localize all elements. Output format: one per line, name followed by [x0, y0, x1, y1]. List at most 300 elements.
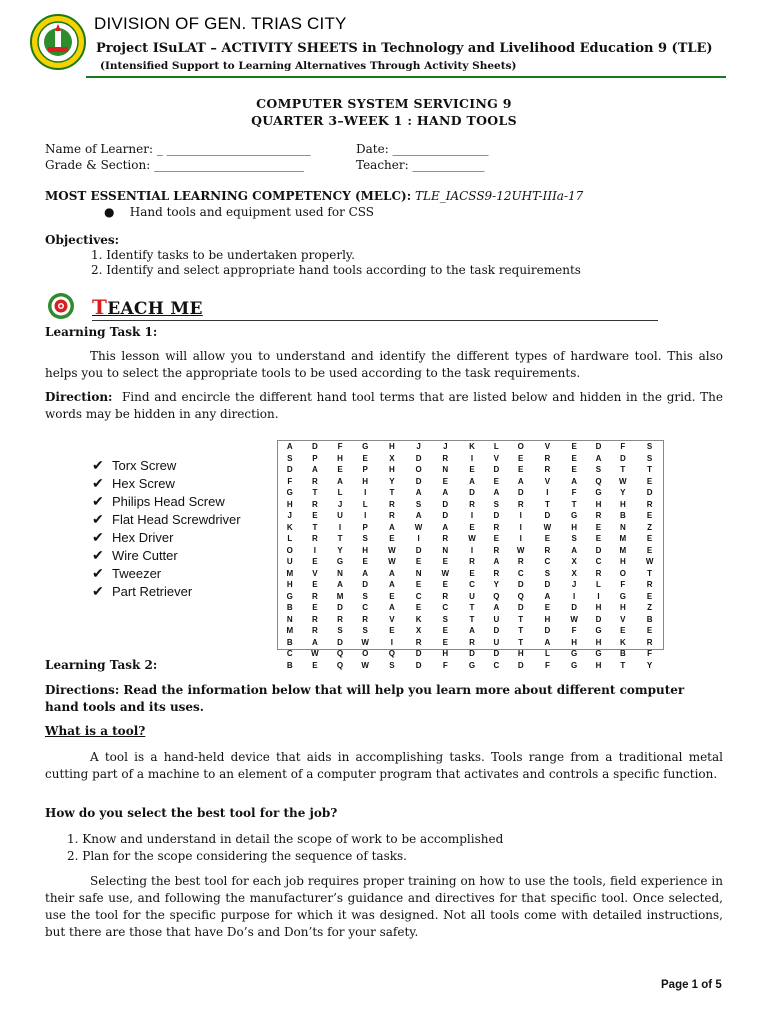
grid-letter[interactable]: L [544, 649, 550, 659]
grid-letter[interactable]: E [544, 534, 551, 544]
grid-letter[interactable]: H [286, 580, 293, 590]
grid-letter[interactable]: B [619, 649, 626, 659]
grid-letter[interactable]: S [646, 442, 653, 452]
grid-letter[interactable]: T [647, 465, 653, 475]
grid-letter[interactable]: Q [336, 660, 344, 670]
grid-letter[interactable]: D [493, 511, 500, 521]
grid-letter[interactable]: F [647, 649, 653, 659]
grid-letter[interactable]: A [544, 591, 551, 601]
grid-letter[interactable]: W [570, 614, 578, 624]
grid-letter[interactable]: H [544, 614, 551, 624]
grid-letter[interactable]: R [388, 499, 395, 509]
grid-letter[interactable]: Q [595, 476, 602, 486]
grid-letter[interactable]: D [337, 637, 343, 647]
grid-letter[interactable]: V [312, 568, 318, 578]
grid-letter[interactable]: H [595, 660, 602, 670]
grid-letter[interactable]: E [646, 476, 653, 486]
grid-letter[interactable]: I [597, 591, 600, 601]
grid-letter[interactable]: R [646, 580, 653, 590]
grid-letter[interactable]: G [362, 442, 369, 452]
grid-letter[interactable]: A [469, 626, 475, 636]
grid-letter[interactable]: E [362, 557, 368, 567]
grid-letter[interactable]: R [517, 557, 524, 567]
grid-letter[interactable]: R [312, 534, 318, 544]
grid-letter[interactable]: W [311, 649, 319, 659]
grid-letter[interactable]: B [286, 637, 293, 647]
grid-letter[interactable]: M [286, 626, 294, 636]
grid-letter[interactable]: I [470, 545, 474, 555]
grid-letter[interactable]: R [646, 499, 653, 509]
grid-letter[interactable]: E [389, 591, 395, 601]
grid-letter[interactable]: E [312, 557, 318, 567]
grid-letter[interactable]: C [415, 591, 422, 601]
grid-letter[interactable]: C [595, 557, 602, 567]
grid-letter[interactable]: D [544, 511, 551, 521]
grid-letter[interactable]: B [286, 603, 293, 613]
grid-letter[interactable]: G [468, 660, 476, 670]
grid-letter[interactable]: Y [493, 580, 500, 590]
grid-letter[interactable]: T [620, 660, 626, 670]
grid-letter[interactable]: E [518, 465, 524, 475]
grid-letter[interactable]: R [544, 453, 551, 463]
grid-letter[interactable]: E [442, 637, 448, 647]
grid-letter[interactable]: U [337, 511, 343, 521]
grid-letter[interactable]: P [362, 522, 368, 532]
grid-letter[interactable]: C [286, 649, 293, 659]
grid-letter[interactable]: W [468, 534, 476, 544]
grid-letter[interactable]: G [286, 488, 293, 498]
grid-letter[interactable]: S [362, 591, 368, 601]
grid-letter[interactable]: S [362, 534, 368, 544]
grid-letter[interactable]: R [312, 626, 318, 636]
grid-letter[interactable]: D [517, 660, 524, 670]
grid-letter[interactable]: L [493, 442, 499, 452]
grid-letter[interactable]: R [493, 568, 500, 578]
grid-letter[interactable]: A [442, 522, 449, 532]
grid-letter[interactable]: M [286, 568, 294, 578]
grid-letter[interactable]: A [388, 568, 395, 578]
grid-letter[interactable]: D [517, 580, 524, 590]
grid-letter[interactable]: T [620, 465, 626, 475]
grid-letter[interactable]: A [415, 488, 422, 498]
grid-letter[interactable]: E [312, 660, 318, 670]
grid-letter[interactable]: X [415, 626, 422, 636]
grid-letter[interactable]: H [388, 465, 395, 475]
grid-letter[interactable]: A [388, 522, 395, 532]
grid-letter[interactable]: C [362, 603, 369, 613]
grid-letter[interactable]: F [442, 660, 448, 670]
grid-letter[interactable]: F [571, 626, 577, 636]
grid-letter[interactable]: B [286, 660, 293, 670]
grid-letter[interactable]: T [518, 626, 524, 636]
grid-letter[interactable]: D [469, 488, 475, 498]
grid-letter[interactable]: S [595, 465, 602, 475]
grid-letter[interactable]: S [362, 626, 368, 636]
grid-letter[interactable]: E [571, 453, 577, 463]
grid-letter[interactable]: F [544, 660, 550, 670]
grid-letter[interactable]: R [469, 637, 475, 647]
grid-letter[interactable]: V [389, 614, 395, 624]
grid-letter[interactable]: G [595, 649, 602, 659]
grid-letter[interactable]: D [517, 603, 524, 613]
grid-letter[interactable]: S [415, 499, 422, 509]
grid-letter[interactable]: A [544, 637, 551, 647]
grid-letter[interactable]: D [415, 649, 422, 659]
grid-letter[interactable]: J [337, 499, 343, 509]
grid-letter[interactable]: B [619, 511, 626, 521]
grid-letter[interactable]: S [337, 626, 343, 636]
grid-letter[interactable]: V [544, 442, 551, 452]
grid-letter[interactable]: R [595, 568, 602, 578]
grid-letter[interactable]: Y [337, 545, 343, 555]
grid-letter[interactable]: I [519, 534, 522, 544]
grid-letter[interactable]: T [544, 499, 550, 509]
grid-letter[interactable]: R [469, 557, 475, 567]
grid-letter[interactable]: S [571, 534, 577, 544]
grid-letter[interactable]: T [337, 534, 343, 544]
grid-letter[interactable]: D [544, 580, 551, 590]
grid-letter[interactable]: D [517, 488, 524, 498]
grid-letter[interactable]: A [312, 637, 318, 647]
grid-letter[interactable]: F [620, 580, 626, 590]
grid-letter[interactable]: E [620, 626, 626, 636]
grid-letter[interactable]: E [571, 465, 577, 475]
grid-letter[interactable]: E [415, 603, 422, 613]
grid-letter[interactable]: A [388, 603, 395, 613]
grid-letter[interactable]: R [312, 614, 318, 624]
grid-letter[interactable]: X [389, 453, 395, 463]
grid-letter[interactable]: D [337, 603, 343, 613]
grid-letter[interactable]: O [415, 465, 422, 475]
grid-letter[interactable]: R [517, 499, 524, 509]
grid-letter[interactable]: Z [647, 603, 653, 613]
grid-letter[interactable]: W [619, 476, 627, 486]
grid-letter[interactable]: G [595, 626, 602, 636]
grid-letter[interactable]: H [362, 545, 369, 555]
grid-letter[interactable]: I [470, 511, 474, 521]
grid-letter[interactable]: B [646, 614, 653, 624]
grid-letter[interactable]: W [388, 545, 396, 555]
grid-letter[interactable]: R [442, 534, 449, 544]
grid-letter[interactable]: H [571, 522, 577, 532]
grid-letter[interactable]: D [595, 545, 602, 555]
grid-letter[interactable]: D [415, 660, 422, 670]
grid-letter[interactable]: F [287, 476, 293, 486]
grid-letter[interactable]: A [337, 580, 343, 590]
grid-letter[interactable]: H [595, 603, 602, 613]
grid-letter[interactable]: K [469, 442, 475, 452]
grid-letter[interactable]: S [389, 660, 395, 670]
grid-letter[interactable]: T [647, 568, 653, 578]
grid-letter[interactable]: J [443, 442, 448, 452]
grid-letter[interactable]: E [442, 580, 448, 590]
grid-letter[interactable]: K [286, 522, 293, 532]
grid-letter[interactable]: I [470, 453, 474, 463]
grid-letter[interactable]: A [337, 476, 343, 486]
grid-letter[interactable]: D [442, 511, 449, 521]
grid-letter[interactable]: T [312, 488, 318, 498]
grid-letter[interactable]: R [493, 522, 500, 532]
grid-letter[interactable]: L [287, 534, 293, 544]
grid-letter[interactable]: N [286, 614, 293, 624]
grid-letter[interactable]: D [469, 649, 475, 659]
grid-letter[interactable]: A [517, 476, 524, 486]
grid-letter[interactable]: W [543, 522, 552, 532]
grid-letter[interactable]: S [544, 568, 551, 578]
grid-letter[interactable]: S [646, 453, 653, 463]
grid-letter[interactable]: C [517, 568, 524, 578]
grid-letter[interactable]: L [337, 488, 343, 498]
grid-letter[interactable]: E [493, 534, 500, 544]
grid-letter[interactable]: I [338, 522, 342, 532]
grid-letter[interactable]: A [442, 488, 449, 498]
grid-letter[interactable]: Z [647, 522, 653, 532]
grid-letter[interactable]: E [571, 442, 577, 452]
grid-letter[interactable]: E [646, 534, 653, 544]
grid-letter[interactable]: N [337, 568, 343, 578]
grid-letter[interactable]: E [518, 453, 524, 463]
grid-letter[interactable]: D [595, 442, 602, 452]
grid-letter[interactable]: L [362, 499, 368, 509]
grid-letter[interactable]: A [493, 603, 500, 613]
grid-letter[interactable]: E [362, 453, 368, 463]
grid-letter[interactable]: A [362, 568, 369, 578]
grid-letter[interactable]: R [415, 637, 422, 647]
grid-letter[interactable]: A [469, 476, 475, 486]
grid-letter[interactable]: T [518, 614, 524, 624]
grid-letter[interactable]: R [544, 465, 551, 475]
grid-letter[interactable]: H [619, 499, 626, 509]
grid-letter[interactable]: M [619, 534, 627, 544]
grid-letter[interactable]: T [469, 603, 475, 613]
grid-letter[interactable]: E [646, 545, 653, 555]
grid-letter[interactable]: R [595, 511, 602, 521]
grid-letter[interactable]: H [619, 557, 626, 567]
grid-letter[interactable]: N [619, 522, 626, 532]
grid-letter[interactable]: T [571, 499, 577, 509]
grid-letter[interactable]: H [595, 637, 602, 647]
grid-letter[interactable]: T [469, 614, 475, 624]
grid-letter[interactable]: G [286, 591, 293, 601]
grid-letter[interactable]: I [417, 534, 420, 544]
grid-letter[interactable]: W [414, 522, 423, 532]
grid-letter[interactable]: E [312, 603, 318, 613]
grid-letter[interactable]: L [596, 580, 601, 590]
grid-letter[interactable]: P [312, 453, 318, 463]
grid-letter[interactable]: R [337, 614, 343, 624]
grid-letter[interactable]: H [571, 637, 577, 647]
grid-letter[interactable]: W [516, 545, 525, 555]
grid-letter[interactable]: I [519, 511, 522, 521]
grid-letter[interactable]: A [415, 511, 422, 521]
grid-letter[interactable]: E [337, 465, 343, 475]
grid-letter[interactable]: A [571, 476, 577, 486]
grid-letter[interactable]: W [361, 637, 369, 647]
grid-letter[interactable]: E [544, 603, 551, 613]
grid-letter[interactable]: T [312, 522, 318, 532]
grid-letter[interactable]: I [313, 545, 317, 555]
grid-letter[interactable]: R [312, 591, 318, 601]
grid-letter[interactable]: V [544, 476, 551, 486]
grid-letter[interactable]: A [493, 557, 500, 567]
grid-letter[interactable]: D [619, 453, 626, 463]
grid-letter[interactable]: E [415, 557, 422, 567]
grid-letter[interactable]: D [544, 626, 551, 636]
grid-letter[interactable]: R [646, 637, 653, 647]
grid-letter[interactable]: D [442, 499, 449, 509]
grid-letter[interactable]: A [286, 442, 293, 452]
grid-letter[interactable]: V [493, 453, 500, 463]
grid-letter[interactable]: V [620, 614, 626, 624]
grid-letter[interactable]: U [469, 591, 475, 601]
grid-letter[interactable]: I [573, 591, 576, 601]
grid-letter[interactable]: P [362, 465, 368, 475]
grid-letter[interactable]: Q [336, 649, 344, 659]
grid-letter[interactable]: H [619, 603, 626, 613]
grid-letter[interactable]: D [362, 580, 369, 590]
grid-letter[interactable]: F [620, 442, 626, 452]
grid-letter[interactable]: O [517, 442, 524, 452]
grid-letter[interactable]: D [493, 465, 500, 475]
grid-letter[interactable]: R [312, 476, 318, 486]
grid-letter[interactable]: E [389, 626, 395, 636]
grid-letter[interactable]: H [286, 499, 293, 509]
grid-letter[interactable]: C [469, 580, 475, 590]
grid-letter[interactable]: E [646, 626, 653, 636]
grid-letter[interactable]: M [336, 591, 344, 601]
grid-letter[interactable]: K [619, 637, 626, 647]
grid-letter[interactable]: I [519, 522, 522, 532]
grid-letter[interactable]: A [312, 465, 318, 475]
grid-letter[interactable]: E [442, 476, 448, 486]
grid-letter[interactable]: D [415, 545, 422, 555]
grid-letter[interactable]: I [364, 488, 367, 498]
grid-letter[interactable]: R [493, 545, 500, 555]
grid-letter[interactable]: E [469, 465, 475, 475]
grid-letter[interactable]: S [287, 453, 293, 463]
grid-letter[interactable]: H [337, 453, 343, 463]
grid-letter[interactable]: E [415, 580, 422, 590]
grid-letter[interactable]: E [312, 580, 318, 590]
grid-letter[interactable]: Q [493, 591, 500, 601]
grid-letter[interactable]: M [619, 545, 627, 555]
grid-letter[interactable]: E [595, 522, 602, 532]
grid-letter[interactable]: S [493, 499, 500, 509]
grid-letter[interactable]: D [493, 626, 500, 636]
grid-letter[interactable]: O [362, 649, 369, 659]
grid-letter[interactable]: Y [389, 476, 395, 486]
grid-letter[interactable]: J [416, 442, 421, 452]
grid-letter[interactable]: T [518, 637, 524, 647]
grid-letter[interactable]: D [571, 603, 577, 613]
grid-letter[interactable]: W [388, 557, 396, 567]
grid-letter[interactable]: E [595, 534, 602, 544]
grid-letter[interactable]: N [442, 465, 449, 475]
grid-letter[interactable]: X [571, 557, 577, 567]
grid-letter[interactable]: H [595, 499, 602, 509]
grid-letter[interactable]: E [493, 476, 500, 486]
grid-letter[interactable]: G [619, 591, 626, 601]
grid-letter[interactable]: R [544, 545, 551, 555]
grid-letter[interactable]: A [388, 580, 395, 590]
grid-letter[interactable]: H [517, 649, 524, 659]
grid-letter[interactable]: D [312, 442, 318, 452]
grid-letter[interactable]: C [493, 660, 500, 670]
grid-letter[interactable]: K [415, 614, 422, 624]
grid-letter[interactable]: A [493, 488, 500, 498]
grid-letter[interactable]: A [595, 453, 602, 463]
grid-letter[interactable]: N [442, 545, 449, 555]
grid-letter[interactable]: G [336, 557, 344, 567]
grid-letter[interactable]: I [364, 511, 367, 521]
grid-letter[interactable]: E [442, 557, 448, 567]
grid-letter[interactable]: W [441, 568, 450, 578]
grid-letter[interactable]: R [442, 591, 449, 601]
grid-letter[interactable]: H [442, 649, 449, 659]
grid-letter[interactable]: G [571, 649, 578, 659]
grid-letter[interactable]: E [469, 568, 475, 578]
grid-letter[interactable]: Y [620, 488, 626, 498]
grid-letter[interactable]: G [595, 488, 602, 498]
grid-letter[interactable]: G [571, 511, 578, 521]
grid-letter[interactable]: E [389, 534, 395, 544]
grid-letter[interactable]: D [415, 453, 422, 463]
grid-letter[interactable]: A [571, 545, 577, 555]
grid-letter[interactable]: D [415, 476, 422, 486]
grid-letter[interactable]: E [469, 522, 475, 532]
grid-letter[interactable]: R [362, 614, 369, 624]
grid-letter[interactable]: I [546, 488, 549, 498]
grid-letter[interactable]: N [415, 568, 422, 578]
grid-letter[interactable]: Q [517, 591, 524, 601]
grid-letter[interactable]: R [312, 499, 318, 509]
grid-letter[interactable]: E [312, 511, 318, 521]
grid-letter[interactable]: H [388, 442, 395, 452]
grid-letter[interactable]: U [493, 614, 500, 624]
grid-letter[interactable]: E [442, 626, 448, 636]
grid-letter[interactable]: D [646, 488, 653, 498]
grid-letter[interactable]: C [544, 557, 551, 567]
grid-letter[interactable]: R [388, 511, 395, 521]
grid-letter[interactable]: T [389, 488, 395, 498]
grid-letter[interactable]: U [286, 557, 293, 567]
grid-letter[interactable]: H [362, 476, 369, 486]
grid-letter[interactable]: F [337, 442, 343, 452]
grid-letter[interactable]: E [646, 511, 653, 521]
grid-letter[interactable]: E [646, 591, 653, 601]
grid-letter[interactable]: R [442, 453, 449, 463]
grid-letter[interactable]: D [595, 614, 602, 624]
grid-letter[interactable]: W [645, 557, 654, 567]
grid-letter[interactable]: Y [646, 660, 653, 670]
grid-letter[interactable]: R [469, 499, 475, 509]
grid-letter[interactable]: S [442, 614, 448, 624]
grid-letter[interactable]: J [287, 511, 292, 521]
grid-letter[interactable]: O [286, 545, 293, 555]
grid-letter[interactable]: G [571, 660, 578, 670]
grid-letter[interactable]: I [390, 637, 393, 647]
grid-letter[interactable]: D [286, 465, 293, 475]
grid-letter[interactable]: W [361, 660, 369, 670]
grid-letter[interactable]: O [619, 568, 626, 578]
grid-letter[interactable]: C [442, 603, 449, 613]
grid-letter[interactable]: U [493, 637, 500, 647]
grid-letter[interactable]: F [571, 488, 577, 498]
grid-letter[interactable]: Q [388, 649, 395, 659]
grid-letter[interactable]: D [493, 649, 500, 659]
grid-letter[interactable]: X [571, 568, 577, 578]
grid-letter[interactable]: J [571, 580, 577, 590]
